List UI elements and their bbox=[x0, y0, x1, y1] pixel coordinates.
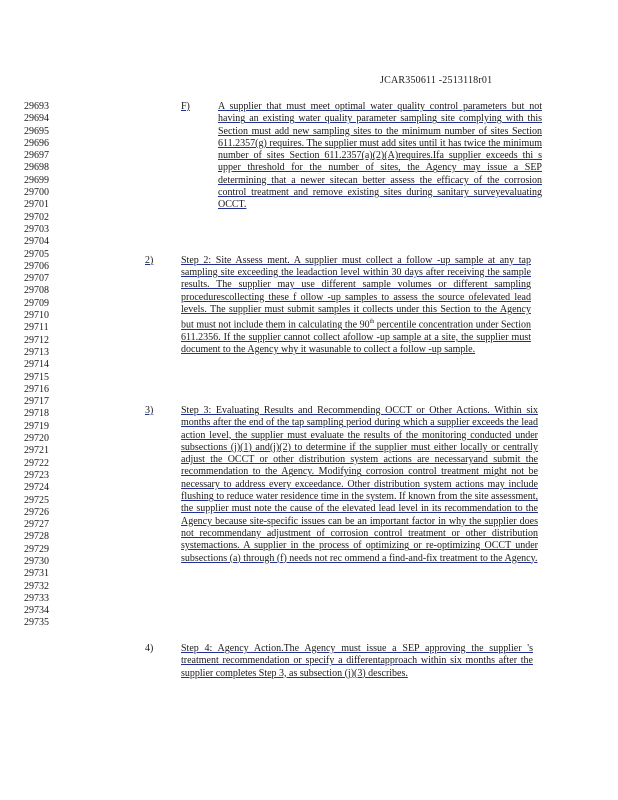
line-number: 29695 bbox=[24, 125, 49, 137]
line-number: 29705 bbox=[24, 248, 49, 260]
line-number: 29703 bbox=[24, 223, 49, 235]
line-number: 29714 bbox=[24, 359, 49, 371]
step-2-text-a: Step 2: Site Assess ment. A supplier must collect a follow -up sample at any tap sampling site exceeding the leadaction level within 30 days after receiving the sample results. The supplier may use different sample volumes or different sampling procedurescollecting these f ollow -up samples to assess the source ofelevated lead levels. The supplier must submit samples it collects under this Section to the Agency but must not include them in calculating the 90 bbox=[181, 254, 531, 331]
step-2-text-b: percentile concentration under Section 611.2356. If the supplier cannot collect afollow -up sample at a site, the supplier must document to the Agency why it wasunable to collect a follow -up sample. bbox=[181, 319, 531, 356]
line-number-gutter bbox=[24, 101, 84, 630]
line-number: 29704 bbox=[24, 236, 49, 248]
step-3-text: Step 3: Evaluating Results and Recommending OCCT or Other Actions. Within six months after the end of the tap sampling period during which a supplier exceeds the lead action level, the supplier must evaluate the results of the monitoring conducted under subsections (j)(1) and(j)(2) to determine if the supplier must either locally or centrally adjust the OCCT or other distribution system actions are necessaryand submit the recommendation to the Agency. Modifying corrosion control treatment might not be necessary to address every exceedance. Other distribution system actions may include flushing to reduce water residence time in the system. If known from the site assessment, the supplier must note the cause of the elevated lead level in its recommendation to the Agency because site-specific issues can be an important factor in why the supplier does not recommendany adjustment of corrosion control treatment or other distribution systemactions. A supplier in the process of optimizing or re-optimizing OCCT under subsections (a) through (f) needs not rec ommend a find-and-fix treatment to the Agency. bbox=[181, 405, 538, 564]
document-id-header: JCAR350611 -2513118r01 bbox=[380, 75, 493, 86]
section-f-label: F) bbox=[181, 101, 190, 112]
line-number: 29717 bbox=[24, 396, 49, 408]
line-number: 29729 bbox=[24, 543, 49, 555]
step-2-superscript: th bbox=[369, 319, 375, 326]
line-number: 29708 bbox=[24, 285, 49, 297]
line-number: 29718 bbox=[24, 408, 49, 420]
line-number: 29733 bbox=[24, 592, 49, 604]
line-number: 29732 bbox=[24, 580, 49, 592]
line-number: 29706 bbox=[24, 260, 49, 272]
line-number: 29726 bbox=[24, 506, 49, 518]
line-number: 29694 bbox=[24, 113, 49, 125]
line-number: 29710 bbox=[24, 310, 49, 322]
line-number: 29713 bbox=[24, 346, 49, 358]
line-number: 29712 bbox=[24, 334, 49, 346]
step-2-text bbox=[181, 255, 531, 357]
line-number: 29721 bbox=[24, 445, 49, 457]
line-number: 29719 bbox=[24, 420, 49, 432]
line-number: 29715 bbox=[24, 371, 49, 383]
line-number: 29724 bbox=[24, 482, 49, 494]
step-4-label: 4) bbox=[145, 643, 154, 654]
line-number: 29711 bbox=[24, 322, 49, 334]
line-number: 29722 bbox=[24, 457, 49, 469]
line-number: 29701 bbox=[24, 199, 49, 211]
line-number: 29709 bbox=[24, 297, 49, 309]
line-number: 29720 bbox=[24, 433, 49, 445]
line-number: 29693 bbox=[24, 101, 49, 112]
section-f-text: A supplier that must meet optimal water quality control parameters but not having an existing water quality parameter sampling site complying with this Section must add new sampling sites to the minimum number of sites Section 611.2357(g) requires. The supplier must add sites until it has twice the minimum number of sites Section 611.2357(a)(2)(A)requires.Ifa supplier exceeds thi s upper threshold for the number of sites, the Agency may issue a SEP determining that a newer sitecan better assess the efficacy of the corrosion control treatment and remove existing sites during sanitary surveyevaluating OCCT. bbox=[218, 101, 542, 211]
line-number: 29731 bbox=[24, 568, 49, 580]
line-number: 29698 bbox=[24, 162, 49, 174]
step-3-label: 3) bbox=[145, 405, 154, 416]
line-number: 29696 bbox=[24, 137, 49, 149]
line-number: 29723 bbox=[24, 469, 49, 481]
line-number: 29735 bbox=[24, 617, 49, 629]
line-number: 29699 bbox=[24, 174, 49, 186]
line-number: 29728 bbox=[24, 531, 49, 543]
line-number: 29700 bbox=[24, 187, 49, 199]
line-number: 29725 bbox=[24, 494, 49, 506]
line-number: 29716 bbox=[24, 383, 49, 395]
step-4-text: Step 4: Agency Action.The Agency must issue a SEP approving the supplier 's treatment recommendation or specify a differentapproach within six months after the supplier completes Step 3, as subsection (j)(3) describes. bbox=[181, 643, 533, 679]
line-number: 29730 bbox=[24, 555, 49, 567]
line-number: 29697 bbox=[24, 150, 49, 162]
line-number: 29702 bbox=[24, 211, 49, 223]
line-number: 29727 bbox=[24, 519, 49, 531]
line-number: 29707 bbox=[24, 273, 49, 285]
line-number: 29734 bbox=[24, 605, 49, 617]
step-2-label: 2) bbox=[145, 254, 154, 266]
